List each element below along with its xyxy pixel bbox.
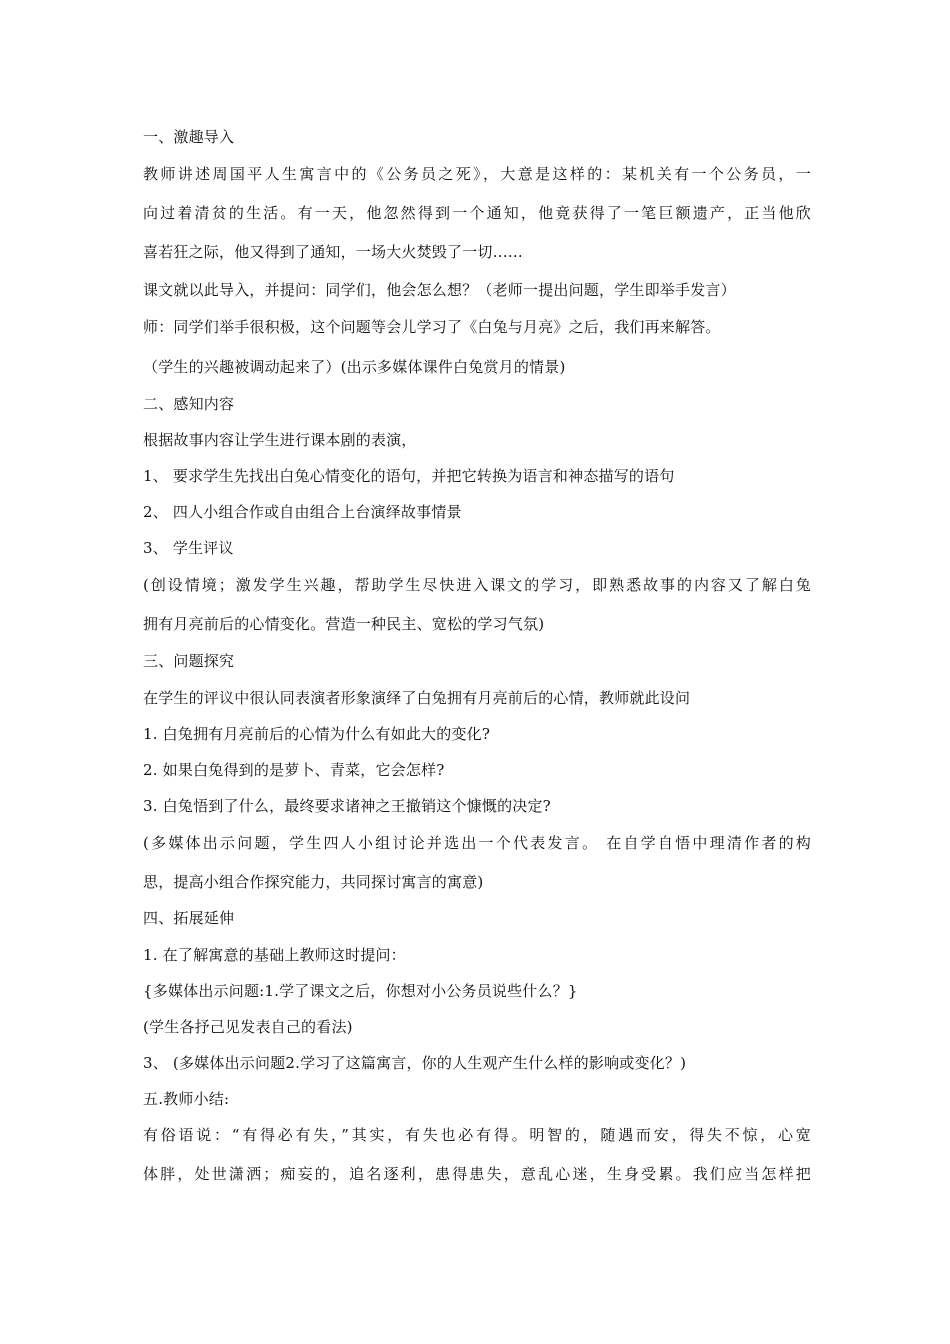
list-item: 3、 (多媒体出示问题2.学习了这篇寓言，你的人生观产生什么样的影响或变化？) [143, 1054, 687, 1072]
list-item: 2. 如果白兔得到的是萝卜、青菜，它会怎样? [143, 761, 445, 779]
paragraph-line: 根据故事内容让学生进行课本剧的表演， [143, 431, 417, 449]
paragraph-line: 拥有月亮前后的心情变化。营造一种民主、宽松的学习气氛) [143, 615, 545, 633]
paragraph-line: {多媒体出示问题:1.学了课文之后，你想对小公务员说些什么？} [143, 982, 578, 1000]
paragraph-line: (创设情境；激发学生兴趣，帮助学生尽快进入课文的学习，即熟悉故事的内容又了解白兔 [143, 576, 811, 594]
paragraph-line: 在学生的评议中很认同表演者形象演绎了白兔拥有月亮前后的心情，教师就此设问 [143, 689, 691, 707]
paragraph-line: (多媒体出示问题，学生四人小组讨论并选出一个代表发言。 在自学自悟中理清作者的构 [143, 834, 811, 852]
heading-1: 一、激趣导入 [143, 128, 235, 146]
heading-4: 四、拓展延伸 [143, 909, 235, 927]
paragraph-line: 思，提高小组合作探究能力，共同探讨寓言的寓意) [143, 873, 484, 891]
list-item: 1、 要求学生先找出白兔心情变化的语句，并把它转换为语言和神态描写的语句 [143, 467, 675, 485]
paragraph-line: 课文就以此导入，并提问：同学们，他会怎么想？（老师一提出问题，学生即举手发言） [143, 281, 736, 299]
paragraph-line: 有俗语说：“有得必有失，”其实，有失也必有得。明智的，随遇而安，得失不惊，心宽 [143, 1126, 811, 1144]
paragraph-line: 喜若狂之际，他又得到了通知，一场大火焚毁了一切…… [143, 243, 524, 261]
heading-5: 五.教师小结: [143, 1090, 230, 1108]
paragraph-line: 体胖，处世潇洒；痴妄的，追名逐利，患得患失，意乱心迷，生身受累。我们应当怎样把 [143, 1165, 811, 1183]
paragraph-line: (学生各抒己见发表自己的看法) [143, 1018, 353, 1036]
list-item: 2、 四人小组合作或自由组合上台演绎故事情景 [143, 503, 462, 521]
paragraph-line: 向过着清贫的生活。有一天，他忽然得到一个通知，他竟获得了一笔巨额遗产，正当他欣 [143, 204, 811, 222]
paragraph-line: （学生的兴趣被调动起来了）(出示多媒体课件白兔赏月的情景) [143, 358, 566, 376]
list-item: 1. 在了解寓意的基础上教师这时提问： [143, 946, 406, 964]
heading-3: 三、问题探究 [143, 652, 235, 670]
list-item: 1. 白兔拥有月亮前后的心情为什么有如此大的变化? [143, 725, 491, 743]
heading-2: 二、感知内容 [143, 395, 235, 413]
list-item: 3、 学生评议 [143, 539, 234, 557]
paragraph-line: 教师讲述周国平人生寓言中的《公务员之死》，大意是这样的：某机关有一个公务员，一 [143, 165, 811, 183]
list-item: 3. 白兔悟到了什么，最终要求诸神之王撤销这个慷慨的决定? [143, 797, 551, 815]
paragraph-line: 师：同学们举手很积极，这个问题等会儿学习了《白兔与月亮》之后，我们再来解答。 [143, 318, 721, 336]
